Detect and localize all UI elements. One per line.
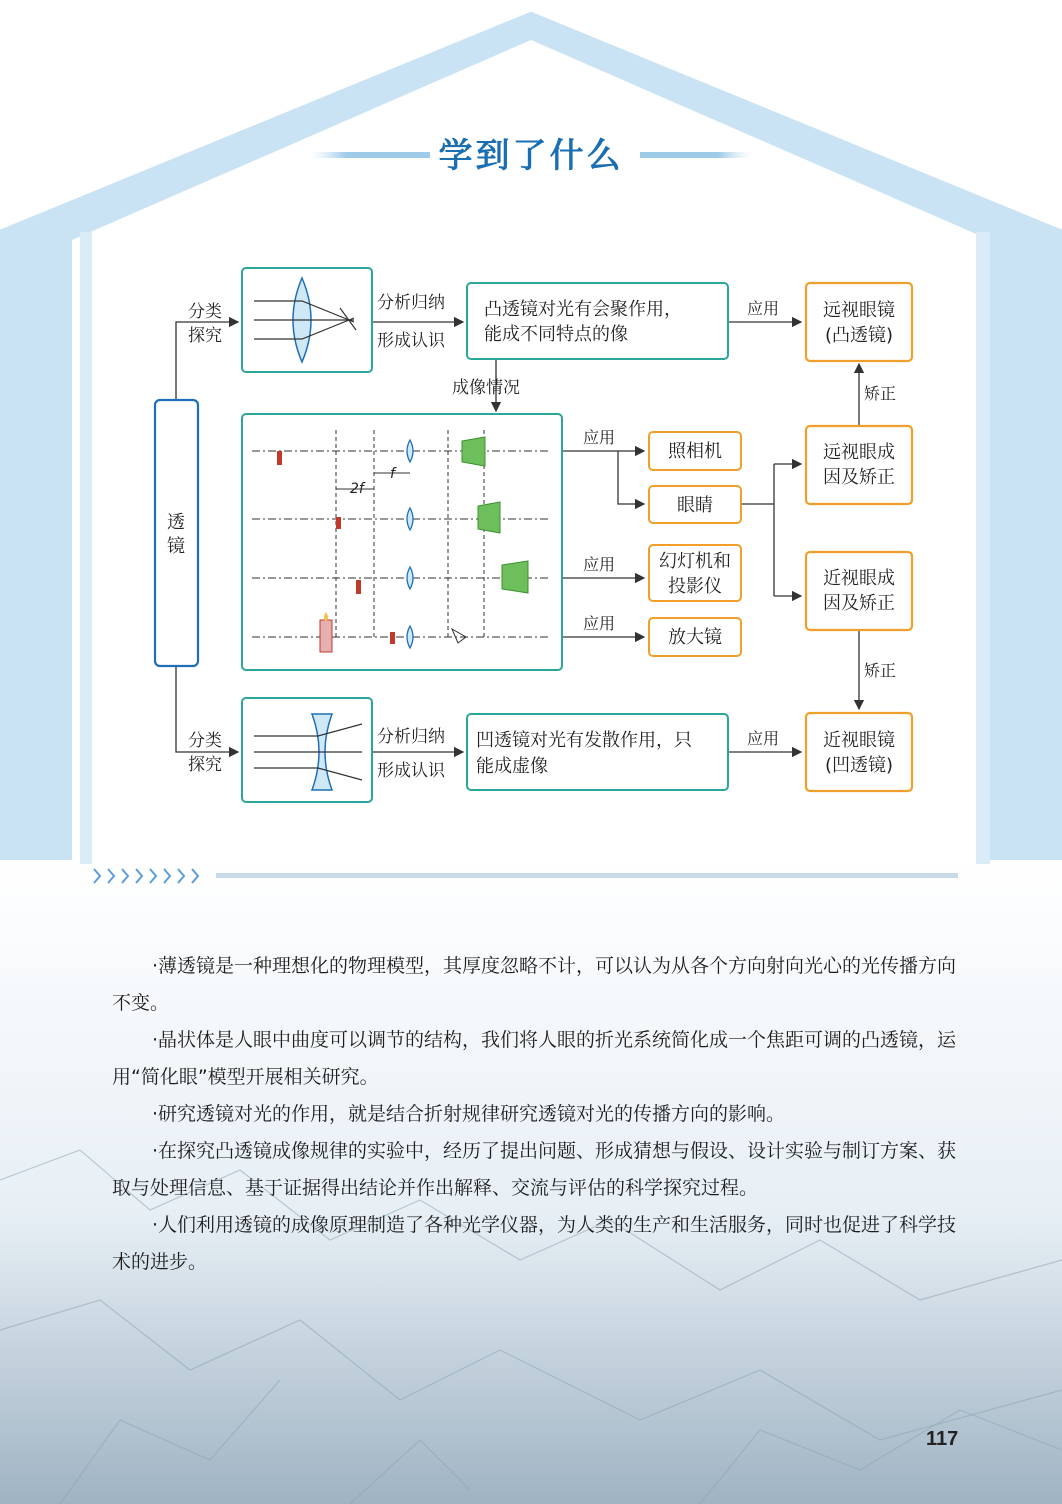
paragraph-2: ·晶状体是人眼中曲度可以调节的结构，我们将人眼的折光系统简化成一个焦距可调的凸透镜，运用“简化眼”模型开展相关研究。	[112, 1029, 957, 1088]
camera-label: 照相机	[668, 441, 722, 462]
root-label-1: 透	[167, 512, 185, 533]
convex-effect-2: 能成不同特点的像	[484, 324, 628, 345]
far-cause-2: 因及矫正	[823, 467, 895, 488]
induce-top-2: 形成认识	[377, 331, 445, 351]
root-label-2: 镜	[167, 536, 185, 557]
apply-label-3: 应用	[583, 555, 616, 574]
induce-top-1: 分析归纳	[377, 293, 445, 313]
label-f: f	[390, 466, 395, 482]
magnifier-label: 放大镜	[668, 627, 722, 648]
eye-label: 眼睛	[677, 495, 713, 516]
near-lens-1: 近视眼镜	[823, 730, 895, 751]
concave-effect-1: 凹透镜对光有发散作用，只	[476, 730, 692, 751]
branch-bottom-1: 分类	[188, 731, 222, 751]
convex-effect-1: 凸透镜对光有会聚作用，	[484, 299, 682, 320]
convex-effect-box	[467, 283, 728, 359]
root-box	[155, 400, 198, 666]
correct-label-1: 矫正	[864, 384, 897, 403]
concave-lens-figure	[242, 698, 372, 802]
concave-effect-2: 能成虚像	[476, 756, 548, 777]
near-cause-2: 因及矫正	[823, 593, 895, 614]
branch-top-2: 探究	[188, 326, 222, 346]
projector-2: 投影仪	[668, 576, 722, 597]
label-2f: 2f	[350, 481, 364, 497]
induce-bottom-1: 分析归纳	[377, 727, 445, 747]
branch-bottom-2: 探究	[188, 755, 222, 775]
far-lens-1: 远视眼镜	[823, 300, 895, 321]
imaging-figure	[242, 414, 562, 670]
apply-label-1: 应用	[747, 299, 780, 318]
paragraph-1: ·薄透镜是一种理想化的物理模型，其厚度忽略不计，可以认为从各个方向射向光心的光传播方向不变。	[112, 955, 957, 1014]
far-cause-1: 远视眼成	[823, 442, 895, 463]
near-cause-box	[806, 552, 912, 630]
paragraph-3: ·研究透镜对光的作用，就是结合折射规律研究透镜对光的传播方向的影响。	[152, 1103, 786, 1125]
projector-1: 幻灯机和	[659, 551, 731, 572]
near-cause-1: 近视眼成	[823, 568, 895, 589]
far-lens-box	[806, 283, 912, 361]
near-lens-2: (凹透镜)	[824, 755, 894, 776]
apply-label-5: 应用	[747, 729, 780, 748]
induce-bottom-2: 形成认识	[377, 761, 445, 781]
page-title: 学到了什么	[438, 136, 624, 176]
far-lens-2: (凸透镜)	[824, 325, 894, 346]
near-lens-box	[806, 713, 912, 791]
imaging-label: 成像情况	[452, 378, 520, 398]
page-number: 117	[926, 1428, 959, 1450]
far-cause-box	[806, 426, 912, 504]
branch-top-1: 分类	[188, 302, 222, 322]
paragraph-4: ·在探究凸透镜成像规律的实验中，经历了提出问题、形成猜想与假设、设计实验与制订方案、获取与处理信息、基于证据得出结论并作出解释、交流与评估的科学探究过程。	[112, 1140, 957, 1199]
paragraph-5: ·人们利用透镜的成像原理制造了各种光学仪器，为人类的生产和生活服务，同时也促进了科学技术的进步。	[112, 1214, 957, 1273]
apply-label-2: 应用	[583, 428, 616, 447]
concave-effect-box	[467, 714, 728, 790]
correct-label-2: 矫正	[864, 661, 897, 680]
apply-label-4: 应用	[583, 614, 616, 633]
